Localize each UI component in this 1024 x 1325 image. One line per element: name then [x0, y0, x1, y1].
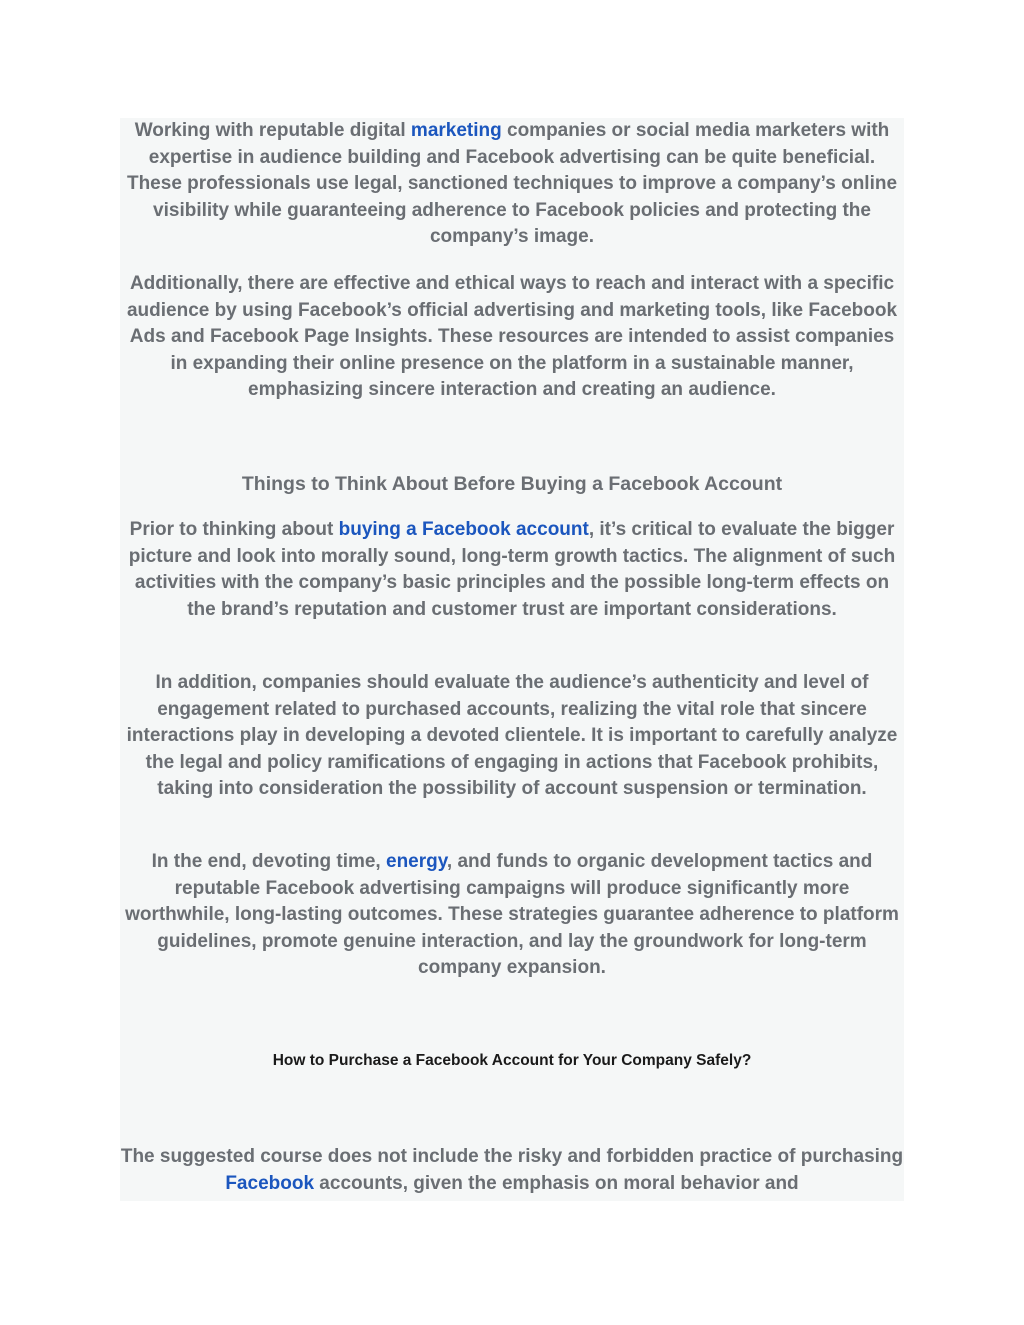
marketing-link[interactable]: marketing — [410, 120, 502, 141]
paragraph-text: , it’s critical to evaluate the bigger picture and look into morally sound, long-term growth tactics. The alignment of such activities with the company’s basic principles and the possible long-term effects on the brand’s reputation and customer trust are important considerations. — [128, 519, 896, 620]
paragraph-text: Prior to thinking about — [129, 519, 339, 540]
paragraph-text: , and funds to organic development tactics and reputable Facebook advertising campaigns will produce significantly more worthwhile, long-lasting outcomes. These strategies guarantee adherence to platform guidelines, promote genuine interaction, and lay the groundwork for long-term company expansion. — [125, 851, 899, 978]
energy-link[interactable]: energy — [386, 851, 447, 872]
paragraph-prior-to-buying — [120, 517, 904, 623]
paragraph-suggested-course — [120, 1144, 904, 1197]
paragraph-text: accounts, given the emphasis on moral behavior and — [314, 1172, 799, 1194]
paragraph-text: The suggested course does not include the risky and forbidden practice of purchasing — [120, 1146, 904, 1167]
section-heading-things-to-think: Things to Think About Before Buying a Facebook Account — [241, 473, 783, 495]
paragraph-text: companies or social media marketers with expertise in audience building and Facebook advertising can be quite beneficial. These professionals use legal, sanctioned techniques to improve a company’s online visibility while guaranteeing adherence to Facebook policies and protecting the company’s image. — [126, 120, 898, 247]
paragraph-official-tools: Additionally, there are effective and ethical ways to reach and interact with a specific audience by using Facebook’s official advertising and marketing tools, like Facebook Ads and Facebook Page Insights. These resources are intended to assist companies in expanding their online presence on the platform in a sustainable manner, emphasizing sincere interaction and creating an audience. — [126, 273, 898, 400]
paragraph-reputable-marketers — [120, 118, 904, 251]
facebook-link[interactable]: Facebook — [225, 1172, 315, 1194]
paragraph-text: Working with reputable digital — [134, 120, 411, 141]
section-heading-how-to-purchase: How to Purchase a Facebook Account for Your Company Safely? — [272, 1052, 752, 1069]
content-panel — [120, 118, 904, 1201]
paragraph-organic-development — [120, 849, 904, 982]
paragraph-text: In the end, devoting time, — [151, 851, 386, 872]
paragraph-audience-authenticity: In addition, companies should evaluate the audience’s authenticity and level of engagement related to purchased accounts, realizing the vital role that sincere interactions play in developing a devoted clientele. It is important to carefully analyze the legal and policy ramifications of engaging in actions that Facebook prohibits, taking into consideration the possibility of account suspension or termination. — [126, 672, 898, 799]
buying-facebook-account-link[interactable]: buying a Facebook account — [338, 519, 589, 540]
